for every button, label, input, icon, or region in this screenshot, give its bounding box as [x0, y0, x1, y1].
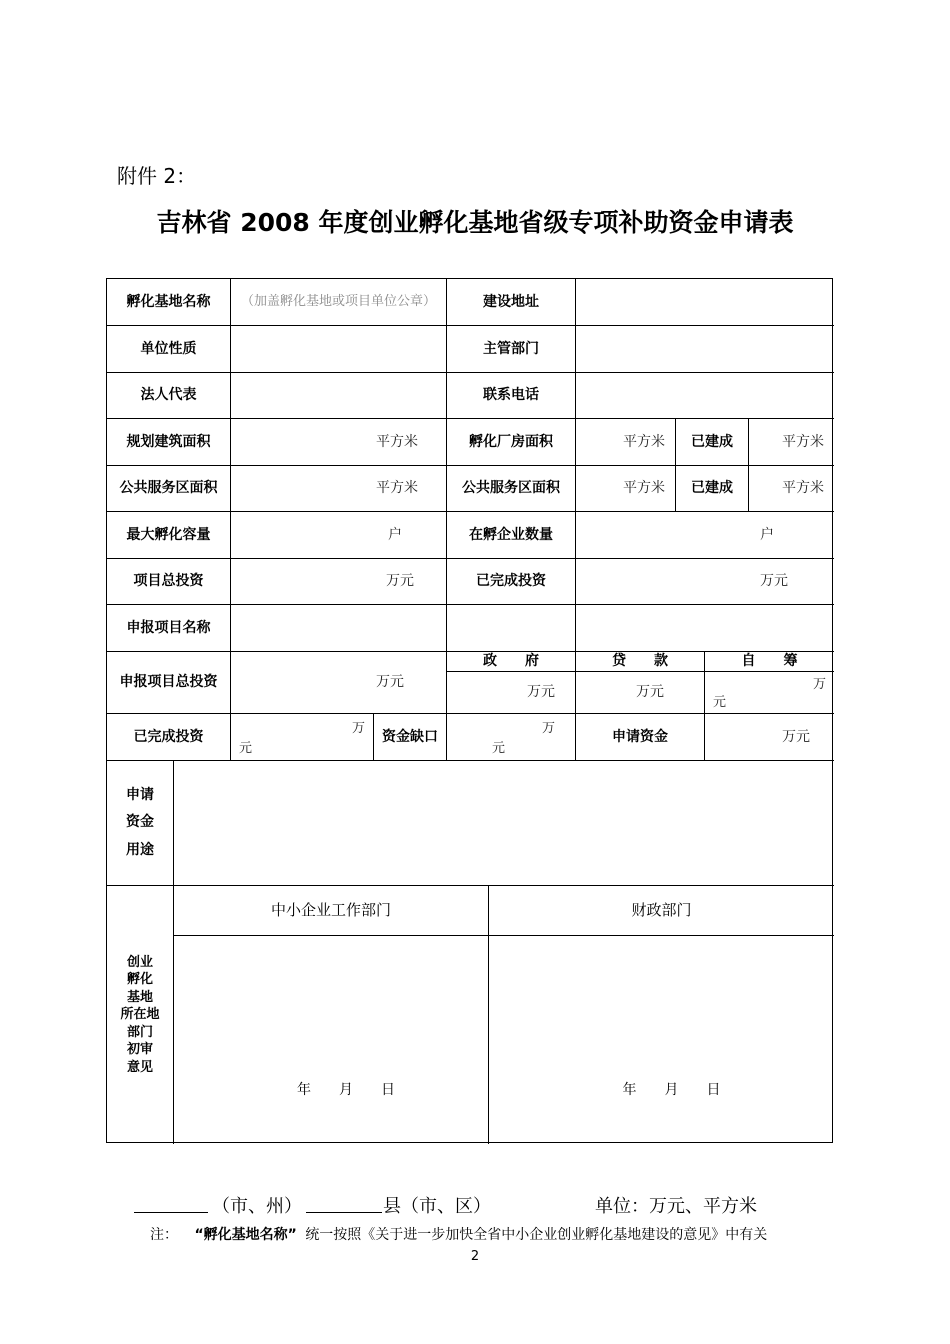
usage-char-1: 申请: [126, 787, 154, 804]
unit-nature-field[interactable]: [231, 326, 446, 372]
service-area-field[interactable]: 平方米: [376, 480, 418, 497]
completed-label: 已完成投资: [133, 728, 204, 745]
completed-unit-yuan: 元: [239, 741, 253, 756]
unit-note: 单位：万元、平方米: [595, 1196, 757, 1217]
service-area-label-2: 公共服务区面积: [462, 480, 560, 497]
apply-funds-label: 申请资金: [612, 728, 668, 745]
form-title: 吉林省 2008 年度创业孵化基地省级专项补助资金申请表: [156, 208, 794, 237]
service-built-label: 已建成: [691, 480, 733, 497]
review-char-4: 所在地: [120, 1007, 160, 1023]
enterprise-count-label: 在孵企业数量: [469, 526, 553, 543]
self-raised-unit-wan: 万: [812, 677, 826, 692]
fund-usage-field[interactable]: [174, 761, 834, 885]
legal-rep-label: 法人代表: [140, 387, 197, 404]
project-total-investment-field[interactable]: 万元: [376, 674, 404, 691]
sme-dept-header: 中小企业工作部门: [270, 901, 391, 920]
supervising-dept-label: 主管部门: [483, 340, 539, 357]
self-raised-funds-label: 自 筹: [741, 653, 798, 670]
completed-unit-wan: 万: [351, 721, 365, 736]
incubator-name-label: 孵化基地名称: [126, 293, 211, 310]
note-prefix: 注：: [150, 1227, 178, 1243]
enterprise-count-field[interactable]: 户: [760, 526, 774, 543]
government-funds-label: 政 府: [483, 653, 539, 670]
service-area-field-2[interactable]: 平方米: [623, 480, 665, 497]
review-opinion-label: [107, 886, 173, 1144]
government-funds-field[interactable]: 万元: [527, 684, 555, 701]
completed-investment-field[interactable]: 万元: [760, 573, 788, 590]
page-number: 2: [470, 1249, 480, 1264]
address-field[interactable]: [576, 279, 834, 325]
usage-char-2: 资金: [126, 814, 154, 831]
gap-unit-wan: 万: [541, 721, 555, 736]
city-label: （市、州）: [212, 1196, 302, 1217]
city-blank[interactable]: [134, 1194, 208, 1213]
factory-built-label: 已建成: [691, 433, 733, 450]
apply-funds-field[interactable]: 万元: [782, 728, 810, 745]
max-capacity-label: 最大孵化容量: [126, 526, 211, 543]
footnote: [150, 1224, 767, 1244]
completed-investment-label: 已完成投资: [476, 573, 546, 590]
factory-area-label: 孵化厂房面积: [469, 433, 553, 450]
review-char-1: 创业: [126, 954, 153, 970]
sme-month: 月: [339, 1082, 353, 1099]
sme-dept-opinion-field[interactable]: [174, 936, 488, 1144]
sme-year: 年: [297, 1082, 311, 1099]
note-bold: “孵化基地名称”: [194, 1227, 297, 1243]
incubator-name-field[interactable]: （加盖孵化基地或项目单位公章）: [240, 293, 436, 309]
review-char-7: 意见: [126, 1059, 153, 1075]
finance-dept-header: 财政部门: [631, 901, 692, 920]
note-text: 统一按照《关于进一步加快全省中小企业创业孵化基地建设的意见》中有关: [305, 1227, 768, 1243]
funding-gap-label: 资金缺口: [382, 728, 438, 745]
project-name-field[interactable]: [231, 605, 834, 651]
unit-nature-label: 单位性质: [140, 340, 197, 357]
finance-day: 日: [706, 1082, 721, 1099]
fund-usage-label: [107, 761, 173, 885]
review-char-6: 初审: [126, 1042, 153, 1058]
loan-funds-field[interactable]: 万元: [636, 684, 664, 701]
gap-unit-yuan: 元: [492, 741, 506, 756]
finance-year: 年: [622, 1082, 637, 1099]
review-char-3: 基地: [126, 989, 153, 1005]
planned-area-field[interactable]: 平方米: [376, 433, 418, 450]
self-raised-funds-field[interactable]: [705, 672, 834, 713]
loan-funds-label: 贷 款: [612, 653, 668, 670]
address-label: 建设地址: [483, 293, 539, 310]
county-label: 县（市、区）: [383, 1196, 491, 1217]
county-blank[interactable]: [306, 1194, 382, 1213]
review-char-2: 孵化: [126, 972, 153, 988]
max-capacity-field[interactable]: 户: [388, 526, 402, 543]
phone-field[interactable]: [576, 373, 834, 418]
review-char-5: 部门: [126, 1024, 153, 1040]
attachment-label: 附件 2：: [117, 164, 197, 188]
project-total-investment-label: 申报项目总投资: [119, 674, 218, 691]
funding-gap-field[interactable]: [447, 714, 575, 760]
application-form-table: [106, 278, 833, 1143]
finance-dept-opinion-field[interactable]: [489, 936, 834, 1144]
usage-char-3: 用途: [126, 841, 154, 858]
completed-field[interactable]: [231, 714, 373, 760]
planned-area-label: 规划建筑面积: [126, 433, 211, 450]
phone-label: 联系电话: [483, 387, 539, 404]
supervising-dept-field[interactable]: [576, 326, 834, 372]
service-built-field[interactable]: 平方米: [782, 480, 824, 497]
finance-month: 月: [664, 1082, 679, 1099]
factory-area-field[interactable]: 平方米: [623, 433, 665, 450]
project-name-label: 申报项目名称: [126, 619, 211, 636]
total-investment-field[interactable]: 万元: [386, 573, 414, 590]
legal-rep-field[interactable]: [231, 373, 446, 418]
total-investment-label: 项目总投资: [133, 573, 204, 590]
sme-day: 日: [381, 1082, 395, 1099]
service-area-label: 公共服务区面积: [119, 480, 218, 497]
factory-built-field[interactable]: 平方米: [782, 433, 824, 450]
self-raised-unit-yuan: 元: [713, 695, 727, 710]
